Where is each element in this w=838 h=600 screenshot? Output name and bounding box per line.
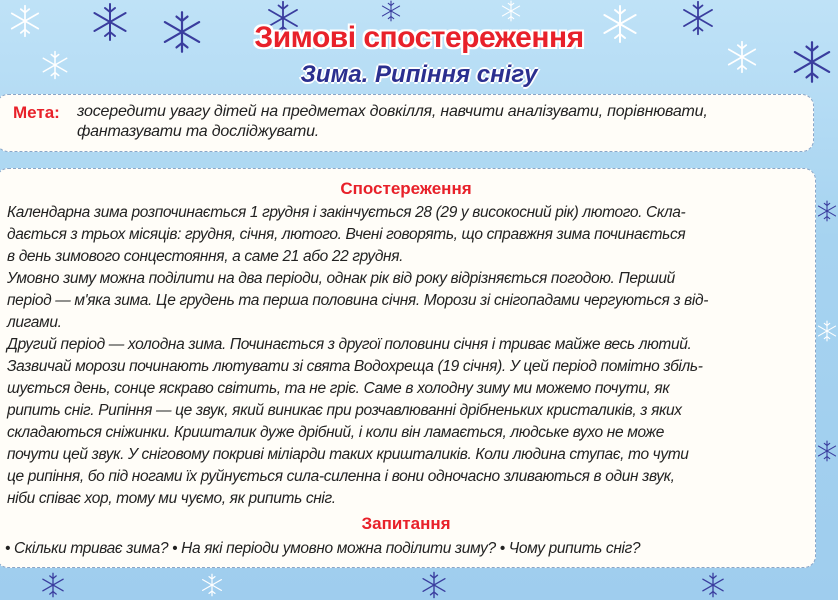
goal-box: [0, 94, 814, 152]
snowflake-icon: [700, 572, 726, 598]
snowflake-icon: [40, 572, 66, 598]
text-line: дається з трьох місяців: грудня, січня, лютого. Вчені говорять, що справжня зима починається: [7, 226, 686, 243]
text-line: Умовно зиму можна поділити на два періоди, однак рік від року відрізняється погодою. Перший: [7, 270, 675, 287]
snowflake-icon: [816, 440, 838, 462]
snowflake-icon: [500, 0, 522, 22]
text-line: почути цей звук. У сніговому покриві міліарди таких кришталиків. Коли людина ступає, то чути: [7, 446, 689, 463]
snowflake-icon: [816, 200, 838, 222]
goal-text: [77, 102, 802, 142]
snowflake-icon: [200, 573, 224, 597]
page-title: Зимові спостереження: [254, 21, 584, 54]
text-line: рипить сніг. Рипіння — це звук, який виникає при розчавлюванні дрібненьких кристаликів, з яких: [7, 402, 682, 419]
text-line: період — м'яка зима. Це грудень та перша половина січня. Морози зі снігопадами чергуються з від-: [7, 292, 709, 309]
observation-text: [7, 202, 805, 510]
observation-heading: Спостереження: [340, 179, 472, 198]
snowflake-icon: [816, 320, 838, 342]
snowflake-icon: [380, 0, 402, 22]
questions-text: • Скільки триває зима? • На які періоди умовно можна поділити зиму? • Чому рипить сніг?: [5, 540, 641, 557]
goal-label: Мета:: [13, 103, 60, 122]
goal-line: зосередити увагу дітей на предметах довкілля, навчити аналізувати, порівнювати,: [77, 103, 708, 120]
text-line: це рипіння, бо під ногами їх руйнується сила-силенна і вони одночасно зливаються в один звук,: [7, 468, 675, 485]
snowflake-icon: [420, 571, 448, 599]
text-line: Зазвичай морози починають лютувати зі свята Водохреща (19 січня). У цей період помітно збіль-: [7, 358, 703, 375]
page-subtitle: Зима. Рипіння снігу: [300, 61, 538, 88]
text-line: ніби співає хор, тому ми чуємо, як рипить сніг.: [7, 490, 336, 507]
questions-heading: Запитання: [361, 514, 451, 533]
text-line: Календарна зима розпочинається 1 грудня і закінчується 28 (29 у високосний рік) лютого. Скла-: [7, 204, 686, 221]
text-line: складаються сніжинки. Кришталик дуже дрібний, і коли він ламається, людське вухо не може: [7, 424, 664, 441]
observation-box: [0, 168, 816, 568]
text-line: лигами.: [7, 314, 62, 331]
text-line: шується день, сонце яскраво світить, та не гріє. Саме в холодну зиму ми можемо почути, як: [7, 380, 670, 397]
text-line: Другий період — холодна зима. Починається з другої половини січня і триває майже весь лютий.: [7, 336, 692, 353]
goal-line: фантазувати та досліджувати.: [77, 123, 320, 140]
text-line: в день зимового сонцестояння, а саме 21 або 22 грудня.: [7, 248, 404, 265]
